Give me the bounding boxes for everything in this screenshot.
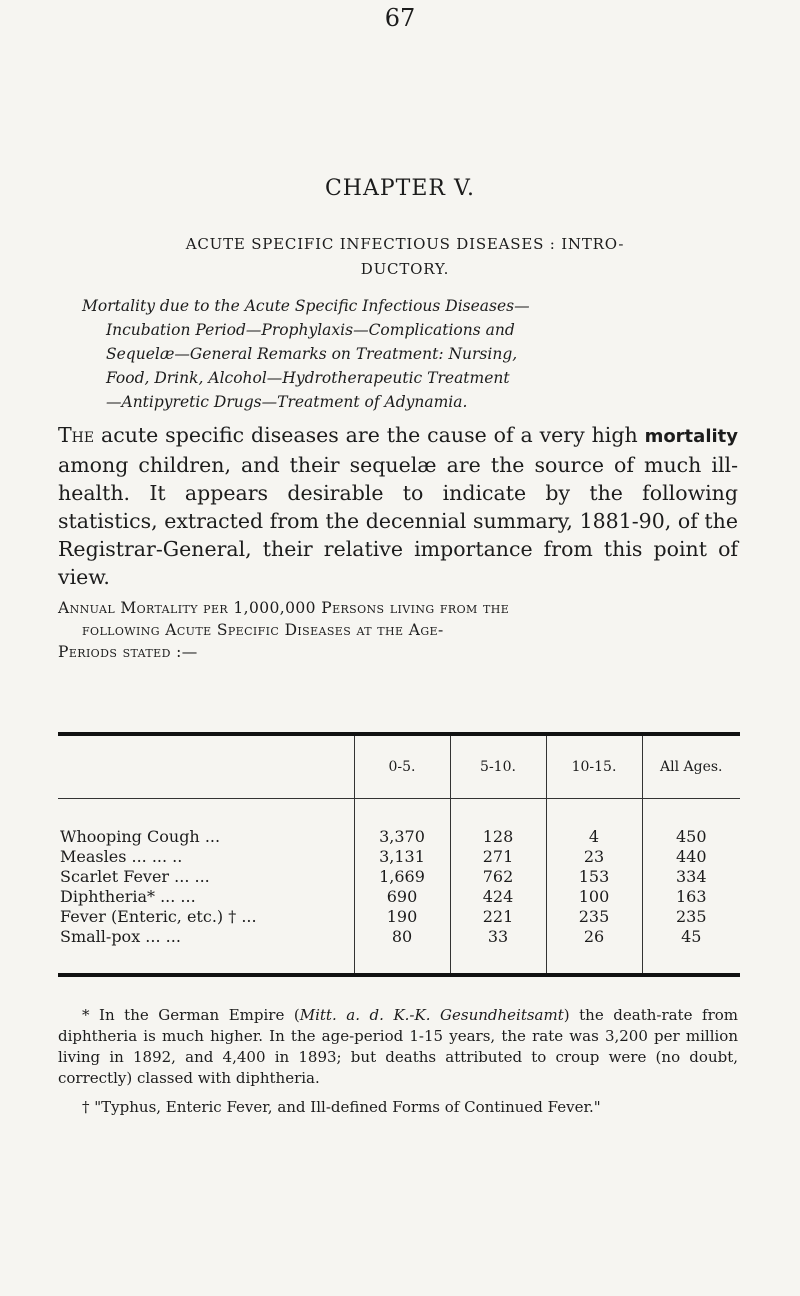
caption-line: Annual Mortality per 1,000,000 Persons living from the [58,599,510,617]
section-title-line: DUCTORY. [360,260,450,278]
table-cell: 100 [546,887,642,907]
caption-line: Periods stated :— [58,643,198,661]
paragraph-text: acute specific diseases are the cause of a very high [94,423,645,447]
summary-line: Sequelæ—General Remarks on Treatment: Nursing, [106,345,518,363]
table-cell: 221 [450,907,546,927]
table-cell: 153 [546,867,642,887]
table-header-cell: All Ages. [642,734,740,799]
footnote-citation: Mitt. a. d. K.-K. Gesundheitsamt [299,1006,564,1024]
body-paragraph [58,421,738,591]
table-cell: 334 [642,867,740,887]
table-cell: 45 [642,927,740,975]
table-cell: 26 [546,927,642,975]
caption-line: following Acute Specific Diseases at the Age- [82,621,444,639]
table-row [58,867,740,887]
disease-label: Measles ... ... .. [60,847,183,866]
table-row [58,887,740,907]
footnote-fever: † "Typhus, Enteric Fever, and Ill-defined Forms of Continued Fever." [82,1098,601,1116]
table-cell: 450 [642,799,740,848]
section-title-line: ACUTE SPECIFIC INFECTIOUS DISEASES : INTRO- [185,235,625,253]
table-cell: 690 [354,887,450,907]
paragraph-text: among children, and their sequelæ are the source of much ill-health. It appears desirable to indicate by the following statistics, extracted from the decennial summary, 1881-90, of the Registrar-General, their relative importance from this point of view. [58,453,738,589]
page-number: 67 [384,4,416,32]
table-row [58,907,740,927]
footnote-text: ) the death-rate from diphtheria is much higher. In the age-period 1-15 years, the rate was 3,200 per million living in 1892, and 4,400 in 1893; but deaths attributed to croup were (no doubt, correctly) classed with diphtheria. [58,1006,738,1087]
table-cell: 235 [546,907,642,927]
table-cell: 4 [546,799,642,848]
table-cell: 128 [450,799,546,848]
table-cell: 3,131 [354,847,450,867]
summary-line: Food, Drink, Alcohol—Hydrotherapeutic Treatment [106,369,510,387]
table-cell: 33 [450,927,546,975]
section-title [150,232,660,282]
disease-label: Small-pox ... ... [60,927,181,946]
table-row [58,927,740,975]
paragraph-lead-word: The [58,423,95,447]
footnote-text: * In the German Empire ( [82,1006,300,1024]
table-row [58,799,740,848]
table-cell: 23 [546,847,642,867]
disease-label: Diphtheria* ... ... [60,887,196,906]
disease-label: Fever (Enteric, etc.) † ... [60,907,257,926]
summary-line: Mortality due to the Acute Specific Infectious Diseases— [82,297,530,315]
table-row [58,847,740,867]
table-header-cell: 0-5. [354,734,450,799]
table-cell: 80 [354,927,450,975]
footnotes [58,1005,738,1126]
table-cell: 1,669 [354,867,450,887]
table-cell: 762 [450,867,546,887]
table-cell: 163 [642,887,740,907]
mortality-table [58,732,740,977]
table-cell: 424 [450,887,546,907]
summary-line: Incubation Period—Prophylaxis—Complications and [106,321,515,339]
table-header-cell: 5-10. [450,734,546,799]
paragraph-bold-word: mortality [644,426,738,447]
table-cell: 235 [642,907,740,927]
table-header-cell: 10-15. [546,734,642,799]
table-header-cell [58,734,354,799]
footnote-diphtheria [58,1005,738,1089]
table-header-row [58,734,740,799]
chapter-heading: CHAPTER V. [324,176,476,201]
disease-label: Scarlet Fever ... ... [60,867,210,886]
table-caption [58,597,738,663]
table-cell: 190 [354,907,450,927]
chapter-summary [82,294,722,414]
table-cell: 3,370 [354,799,450,848]
table-cell: 271 [450,847,546,867]
table-cell: 440 [642,847,740,867]
disease-label: Whooping Cough ... [60,827,221,846]
summary-line: —Antipyretic Drugs—Treatment of Adynamia. [106,393,468,411]
